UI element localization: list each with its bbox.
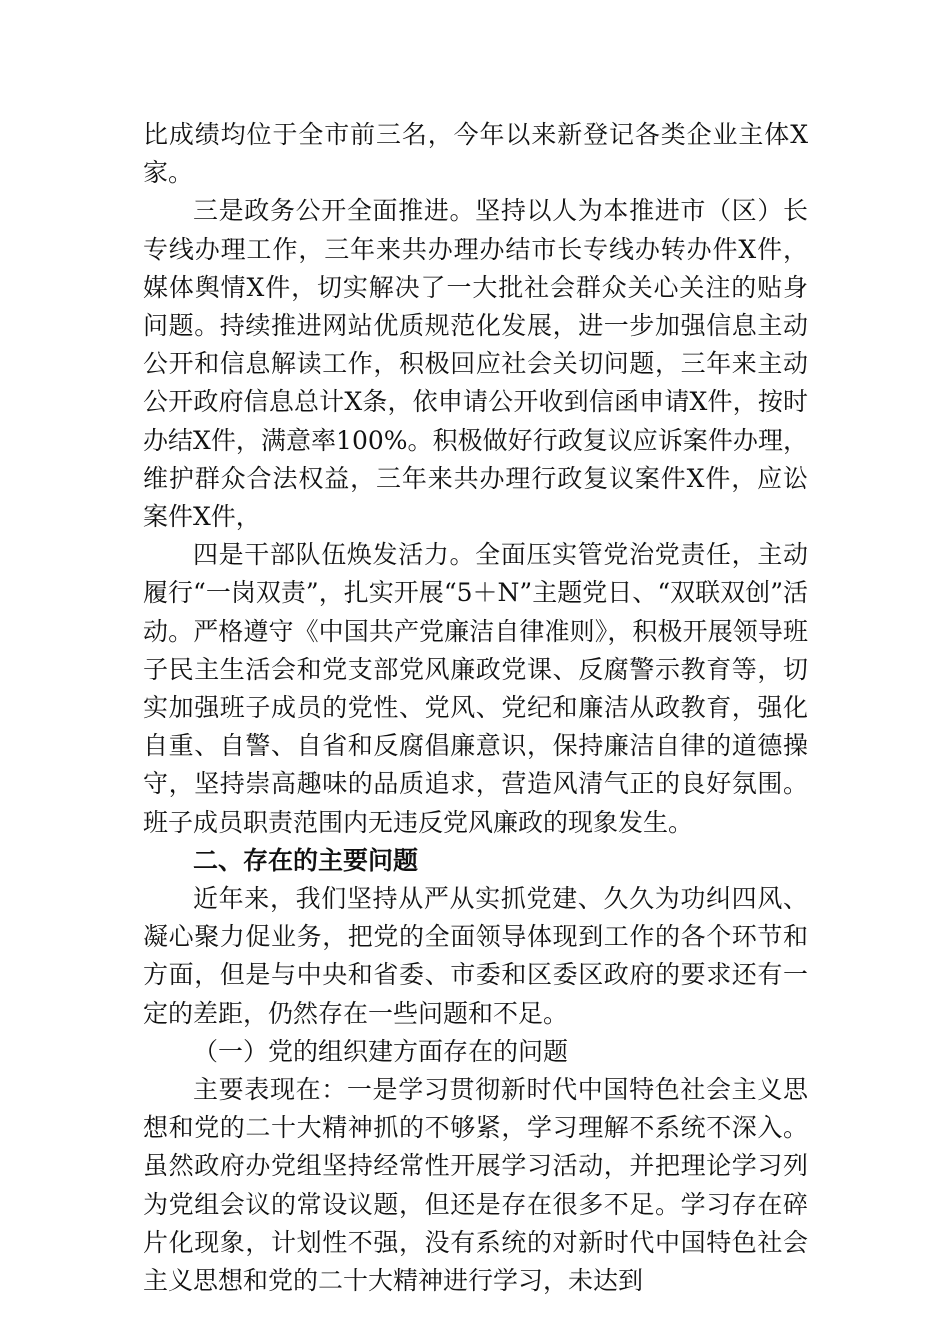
paragraph-continuation: 比成绩均位于全市前三名，今年以来新登记各类企业主体X家。 — [143, 120, 808, 188]
paragraph-main-manifestations: 主要表现在：一是学习贯彻新时代中国特色社会主义思想和党的二十大精神抓的不够紧，学习理解不系统不深入。虽然政府办党组坚持经常性开展学习活动，并把理论学习列为党组会议的常设议题，但还是存在很多不足。学习存在碎片化现象，计划性不强，没有系统的对新时代中国特色社会主义思想和党的二十大精神进行学习，未达到 — [143, 1075, 808, 1296]
paragraph-government-affairs: 三是政务公开全面推进。坚持以人为本推进市（区）长专线办理工作，三年来共办理办结市长专线办转办件X件，媒体舆情X件，切实解决了一大批社会群众关心关注的贴身问题。持续推进网站优质规范化发展，进一步加强信息主动公开和信息解读工作，积极回应社会关切问题，三年来主动公开政府信息总计X条，依申请公开收到信函申请X件，按时办结X件，满意率100%。积极做好行政复议应诉案件办理，维护群众合法权益，三年来共办理行政复议案件X件，应讼案件X件， — [143, 196, 808, 532]
section-heading-main-problems: 二、存在的主要问题 — [193, 845, 419, 875]
document-page — [143, 116, 808, 1300]
paragraph-cadre-team: 四是干部队伍焕发活力。全面压实管党治党责任，主动履行“一岗双责”，扎实开展“5＋N”主题党日、“双联双创”活动。严格遵守《中国共产党廉洁自律准则》，积极开展领导班子民主生活会和党支部党风廉政党课、反腐警示教育等，切实加强班子成员的党性、党风、党纪和廉洁从政教育，强化自重、自警、自省和反腐倡廉意识，保持廉洁自律的道德操守，坚持崇高趣味的品质追求，营造风清气正的良好氛围。班子成员职责范围内无违反党风廉政的现象发生。 — [143, 540, 808, 837]
paragraph-problems-intro: 近年来，我们坚持从严从实抓党建、久久为功纠四风、凝心聚力促业务，把党的全面领导体现到工作的各个环节和方面，但是与中央和省委、市委和区委区政府的要求还有一定的差距，仍然存在一些问题和不足。 — [143, 884, 808, 1028]
subheading-party-organization: （一）党的组织建方面存在的问题 — [193, 1036, 569, 1066]
